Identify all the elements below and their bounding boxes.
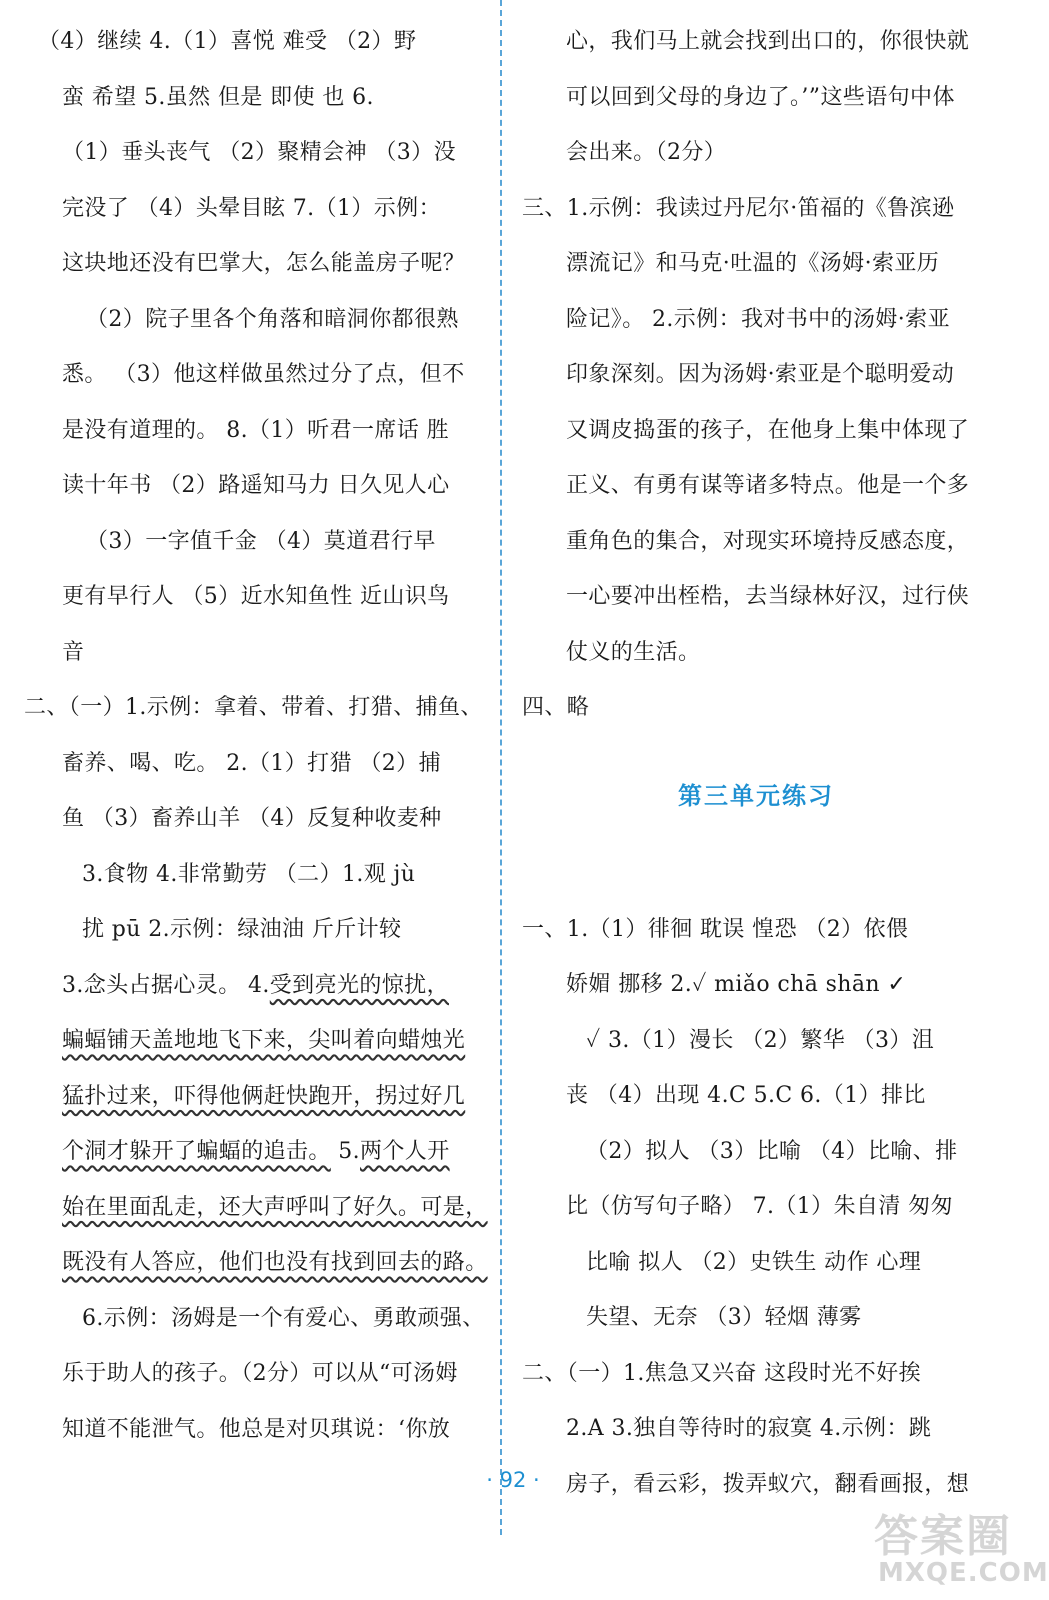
answer-line — [522, 1401, 990, 1457]
answer-text: 悉。 （3）他这样做虽然过分了点，但不 — [62, 362, 465, 387]
answer-line — [522, 236, 990, 292]
answer-line — [522, 1235, 990, 1291]
answer-line — [522, 292, 990, 348]
answer-line — [24, 292, 484, 348]
answer-line — [24, 458, 484, 514]
answer-text: 畜养、喝、吃。 2.（1）打猎 （2）捕 — [62, 750, 441, 776]
answer-text: 知道不能泄气。他总是对贝琪说：‘你放 — [62, 1416, 451, 1442]
answer-text: 3.念头占据心灵。 4. — [62, 972, 270, 998]
answer-line — [24, 569, 484, 625]
answer-line — [522, 125, 990, 181]
answer-line — [522, 403, 990, 459]
answer-line — [522, 680, 990, 736]
underlined-answer: 受到亮光的惊扰， — [269, 972, 449, 998]
section-title: 第三单元练习 — [678, 781, 834, 810]
answer-text: 读十年书 （2）路遥知马力 日久见人心 — [62, 473, 450, 498]
underlined-answer: 始在里面乱走，还大声呼叫了好久。可是， — [62, 1194, 488, 1220]
answer-line — [522, 957, 990, 1013]
answer-text: （3）一字值千金 （4）莫道君行早 — [86, 528, 436, 554]
underlined-answer: 既没有人答应，他们也没有找到回去的路。 — [62, 1250, 488, 1275]
answer-line — [522, 458, 990, 514]
underlined-answer: 猛扑过来，吓得他俩赶快跑开，拐过好几 — [62, 1083, 466, 1109]
answer-line — [522, 514, 990, 570]
answer-text: 二、（一）1.示例：拿着、带着、打猎、捕鱼、 — [24, 695, 483, 720]
underlined-answer: 蝙蝠铺天盖地地飞下来，尖叫着向蜡烛光 — [62, 1028, 466, 1053]
answer-text: 这块地还没有巴掌大，怎么能盖房子呢？ — [62, 251, 466, 276]
answer-text: 蛮 希望 5.虽然 但是 即使 也 6. — [62, 84, 374, 110]
answer-text: 重角色的集合，对现实环境持反感态度， — [566, 528, 970, 554]
answer-line — [24, 847, 484, 903]
answer-line — [522, 1290, 990, 1346]
answer-text: 是没有道理的。 8.（1）听君一席话 胜 — [62, 417, 449, 443]
answer-line — [24, 70, 484, 126]
answer-text: 2.A 3.独自等待时的寂寞 4.示例：跳 — [566, 1416, 932, 1441]
answer-line — [24, 125, 484, 181]
section-title-block — [522, 736, 990, 902]
answer-line — [24, 1013, 484, 1069]
answer-text: 印象深刻。因为汤姆·索亚是个聪明爱动 — [566, 362, 955, 387]
answer-text: （1）垂头丧气 （2）聚精会神 （3）没 — [62, 140, 456, 165]
answer-text: （2）院子里各个角落和暗洞你都很熟 — [86, 306, 459, 332]
answer-text: 一心要冲出桎梏，去当绿林好汉，过行侠 — [566, 584, 970, 609]
answer-text: 娇媚 挪移 2.✓ miǎo chā shān ✓ — [566, 972, 907, 997]
answer-text: 房子，看云彩，拨弄蚁穴，翻看画报，想 — [566, 1471, 970, 1497]
answer-text: 四、略 — [522, 695, 590, 720]
watermark-logo — [864, 1500, 1049, 1592]
answer-text: 会出来。（2分） — [566, 140, 727, 165]
answer-line — [24, 347, 484, 403]
answer-line — [24, 680, 484, 736]
answer-line — [24, 236, 484, 292]
answer-line — [522, 14, 990, 70]
answer-line — [24, 1235, 488, 1291]
answer-line — [522, 1346, 990, 1402]
left-column — [24, 14, 488, 1457]
watermark-url: MXQE.COM — [878, 1558, 1049, 1588]
answer-text: ✓ 3.（1）漫长 （2）繁华 （3）沮 — [586, 1027, 935, 1053]
answer-text: 乐于助人的孩子。（2分）可以从“可汤姆 — [62, 1361, 458, 1386]
answer-line — [522, 569, 990, 625]
answer-line — [24, 14, 484, 70]
right-column-bottom — [522, 902, 990, 1513]
underlined-answer: 个洞才躲开了蝙蝠的追击。 — [62, 1139, 331, 1164]
answer-line — [522, 1124, 990, 1180]
answer-text: 比喻 拟人 （2）史铁生 动作 心理 — [586, 1249, 922, 1275]
answer-text: 音 — [62, 639, 85, 665]
answer-text: 6.示例：汤姆是一个有爱心、勇敢顽强、 — [82, 1305, 485, 1331]
answer-text: 二、（一）1.焦急又兴奋 这段时光不好挨 — [522, 1360, 921, 1386]
answer-text: 正义、有勇有谋等诸多特点。他是一个多 — [566, 473, 970, 498]
answer-text: （4）继续 4.（1）喜悦 难受 （2）野 — [38, 29, 417, 54]
answer-line — [24, 181, 484, 237]
answer-line — [24, 902, 484, 958]
answer-text: 鱼 （3）畜养山羊 （4）反复种收麦种 — [62, 806, 442, 831]
answer-text: 丧 （4）出现 4.C 5.C 6.（1）排比 — [566, 1083, 926, 1108]
answer-line — [24, 514, 484, 570]
right-column — [522, 14, 990, 1512]
answer-line — [522, 1013, 990, 1069]
answer-text: 三、1.示例：我读过丹尼尔·笛福的《鲁滨逊 — [522, 195, 955, 221]
answer-text: 更有早行人 （5）近水知鱼性 近山识鸟 — [62, 584, 450, 609]
answer-line — [24, 403, 484, 459]
page-number: · 92 · — [486, 1468, 540, 1492]
answer-line — [24, 1402, 484, 1458]
answer-line — [24, 1180, 488, 1236]
right-column-top — [522, 14, 990, 736]
underlined-answer: 两个人开 — [360, 1139, 450, 1164]
answer-text: （2）拟人 （3）比喻 （4）比喻、排 — [586, 1138, 958, 1164]
answer-line — [522, 347, 990, 403]
answer-text: 扰 pū 2.示例：绿油油 斤斤计较 — [82, 917, 402, 942]
answer-text: 3.食物 4.非常勤劳 （二）1.观 jù — [82, 861, 416, 887]
answer-text: 又调皮捣蛋的孩子，在他身上集中体现了 — [566, 417, 970, 443]
answer-text: 险记》。 2.示例：我对书中的汤姆·索亚 — [566, 306, 950, 332]
answer-text: 完没了 （4）头晕目眩 7.（1）示例： — [62, 195, 441, 221]
answer-line — [24, 625, 484, 681]
answer-line — [24, 1124, 484, 1180]
answer-line — [522, 902, 990, 958]
column-divider — [500, 0, 502, 1535]
answer-text: 一、1.（1）徘徊 耽误 惶恐 （2）依偎 — [522, 916, 909, 942]
answer-line — [522, 70, 990, 126]
answer-line — [24, 791, 484, 847]
answer-line — [522, 181, 990, 237]
answer-line — [522, 1179, 990, 1235]
answer-line — [24, 736, 484, 792]
answer-text: 仗义的生活。 — [566, 639, 701, 665]
answer-text: 比（仿写句子略） 7.（1）朱自清 匆匆 — [566, 1194, 953, 1219]
answer-line — [24, 1346, 484, 1402]
answer-line — [522, 1068, 990, 1124]
answer-text: 失望、无奈 （3）轻烟 薄雾 — [586, 1305, 862, 1330]
answer-text: 心，我们马上就会找到出口的，你很快就 — [566, 29, 970, 54]
answer-text: 漂流记》和马克·吐温的《汤姆·索亚历 — [566, 251, 940, 276]
answer-text: 5. — [330, 1139, 360, 1164]
watermark-text: 答案圈 — [874, 1511, 1012, 1562]
answer-line — [24, 958, 484, 1014]
answer-line — [24, 1069, 484, 1125]
answer-line — [24, 1291, 484, 1347]
answer-line — [522, 625, 990, 681]
answer-text: 可以回到父母的身边了。’”这些语句中体 — [566, 84, 955, 110]
